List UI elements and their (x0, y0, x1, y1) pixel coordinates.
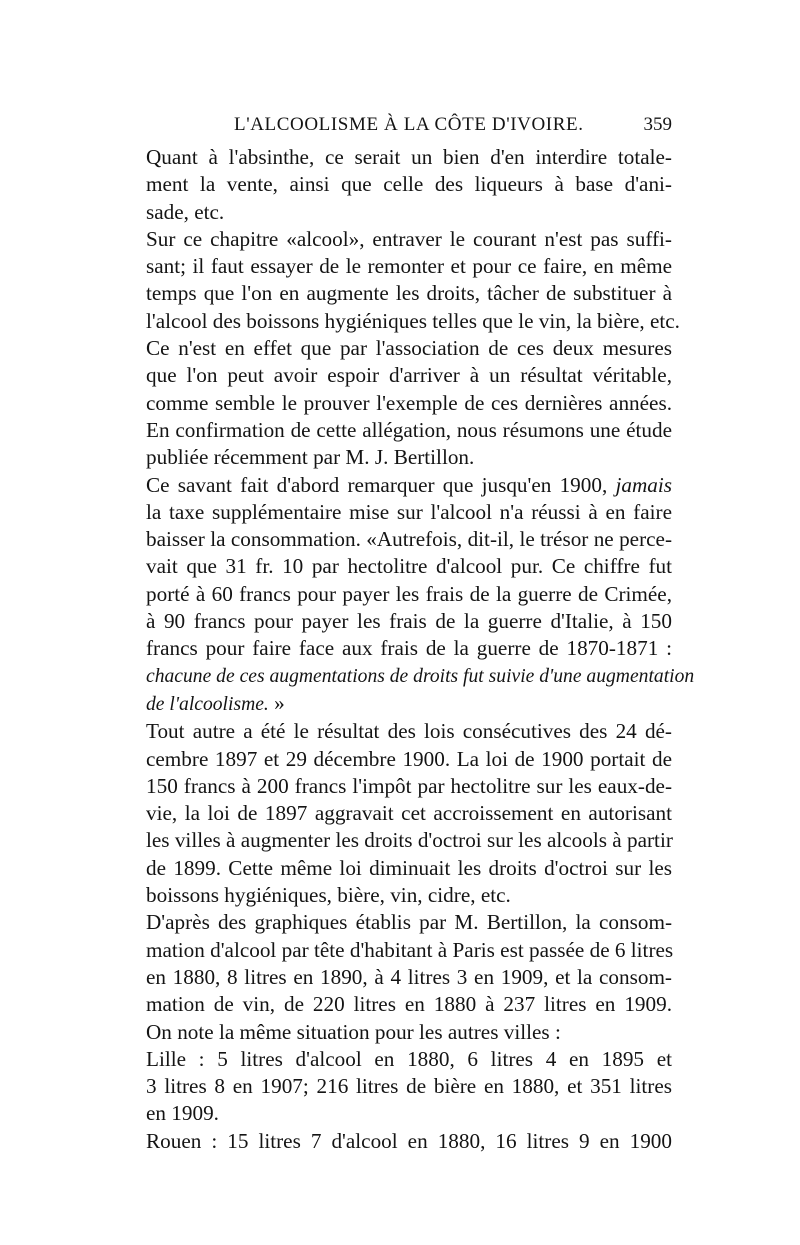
text-line: Lille : 5 litres d'alcool en 1880, 6 litres 4 en 1895 et (146, 1046, 672, 1071)
text-line: que l'on peut avoir espoir d'arriver à un résultat véritable, (146, 363, 672, 388)
text-line: l'alcool des boissons hygiéniques telles que le vin, la bière, etc. (146, 308, 680, 333)
text-line: ment la vente, ainsi que celle des liqueurs à base d'ani- (146, 172, 672, 197)
text-line: la taxe supplémentaire mise sur l'alcool n'a réussi à en faire (146, 499, 672, 524)
text-line: vait que 31 fr. 10 par hectolitre d'alcool pur. Ce chiffre fut (146, 554, 672, 579)
text-line: francs pour faire face aux frais de la guerre de 1870-1871 : (146, 636, 672, 661)
text-line: temps que l'on en augmente les droits, tâcher de substituer à (146, 281, 672, 306)
text-line: D'après des graphiques établis par M. Bertillon, la consom- (146, 910, 672, 935)
text-line: publiée récemment par M. J. Bertillon. (146, 445, 475, 470)
text-segment: Ce savant fait d'abord remarquer que jusqu'en 1900, (146, 472, 608, 497)
text-line: 150 francs à 200 francs l'impôt par hectolitre sur les eaux-de- (146, 773, 672, 798)
text-line: porté à 60 francs pour payer les frais de la guerre de Crimée, (146, 581, 672, 606)
page-number: 359 (643, 114, 672, 135)
text-line: Tout autre a été le résultat des lois consécutives des 24 dé- (146, 719, 672, 744)
text-line: 3 litres 8 en 1907; 216 litres de bière en 1880, et 351 litres (146, 1074, 672, 1099)
text-line: En confirmation de cette allégation, nous résumons une étude (146, 417, 672, 442)
text-line: les villes à augmenter les droits d'octroi sur les alcools à partir (146, 828, 673, 853)
text-segment: » (274, 690, 285, 715)
running-title: L'ALCOOLISME À LA CÔTE D'IVOIRE. (234, 114, 584, 135)
text-line: en 1880, 8 litres en 1890, à 4 litres 3 en 1909, et la consom- (146, 964, 672, 989)
text-line: baisser la consommation. «Autrefois, dit-il, le trésor ne perce- (146, 527, 672, 552)
text-line: Ce n'est en effet que par l'association de ces deux mesures (146, 336, 672, 361)
text-line: sant; il faut essayer de le remonter et pour ce faire, en même (146, 254, 672, 279)
text-line: On note la même situation pour les autres villes : (146, 1019, 561, 1044)
text-line: mation d'alcool par tête d'habitant à Paris est passée de 6 litres (146, 937, 674, 962)
emphasis-text: jamais (615, 472, 673, 497)
text-line: sade, etc. (146, 199, 225, 224)
text-line-italic: chacune de ces augmentations de droits fut suivie d'une augmentation (146, 665, 695, 687)
text-line: à 90 francs pour payer les frais de la guerre d'Italie, à 150 (146, 609, 672, 634)
text-line: en 1909. (146, 1101, 219, 1126)
text-line: vie, la loi de 1897 aggravait cet accroissement en autorisant (146, 801, 672, 826)
text-line: Sur ce chapitre «alcool», entraver le courant n'est pas suffi- (146, 226, 672, 251)
text-line: Quant à l'absinthe, ce serait un bien d'en interdire totale- (146, 145, 672, 169)
text-line: boissons hygiéniques, bière, vin, cidre, etc. (146, 883, 511, 908)
text-line: mation de vin, de 220 litres en 1880 à 237 litres en 1909. (146, 992, 672, 1017)
body-text (146, 144, 695, 1155)
emphasis-text: de l'alcoolisme. (146, 693, 269, 715)
running-head (146, 114, 672, 144)
text-line: Rouen : 15 litres 7 d'alcool en 1880, 16 litres 9 en 1900 (146, 1128, 672, 1153)
text-line: comme semble le prouver l'exemple de ces dernières années. (146, 390, 672, 415)
text-line (146, 472, 672, 499)
text-line: de 1899. Cette même loi diminuait les droits d'octroi sur les (146, 855, 672, 880)
text-line (146, 690, 672, 718)
text-line: cembre 1897 et 29 décembre 1900. La loi de 1900 portait de (146, 746, 672, 771)
